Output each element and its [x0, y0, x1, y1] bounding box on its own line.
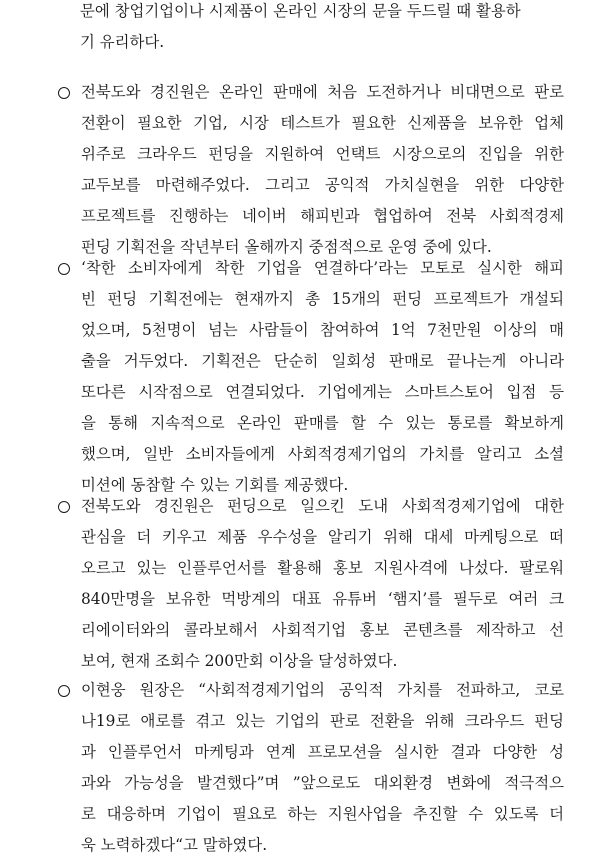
text-line: 840만명을 보유한 먹방계의 대표 유튜버 ‘햄지’를 필두로 여러 크	[81, 590, 564, 608]
continuation-text	[80, 0, 560, 58]
hollow-circle-bullet-icon	[58, 685, 70, 697]
paragraph	[58, 491, 564, 677]
text-line: 또다른 시작점으로 연결되었다. 기업에게는 스마트스토어 입점 등	[81, 383, 564, 401]
hollow-circle-bullet-icon	[58, 501, 70, 513]
text-line: 과와 가능성을 발견했다”며 ”앞으로도 대외환경 변화에 적극적으	[81, 774, 564, 792]
text-line: 리에이터와의 콜라보해서 사회적기업 홍보 콘텐츠를 제작하고 선	[81, 621, 564, 639]
paragraph	[58, 253, 564, 501]
text-line: 과 인플루언서 마케팅과 연계 프로모션을 실시한 결과 다양한 성	[81, 743, 564, 761]
text-line: 빈 펀딩 기획전에는 현재까지 총 15개의 펀딩 프로젝트가 개설되	[81, 290, 564, 308]
text-line: 관심을 더 키우고 제품 우수성을 알리기 위해 대세 마케팅으로 떠	[81, 528, 564, 546]
text-line: 보여, 현재 조회수 200만회 이상을 달성하였다.	[81, 652, 398, 670]
text-line: 전북도와 경진원은 온라인 판매에 처음 도전하거나 비대면으로 판로	[81, 83, 564, 101]
text-line: 프로젝트를 진행하는 네이버 해피빈과 협업하여 전북 사회적경제	[81, 207, 564, 225]
text-line: ‘착한 소비자에게 착한 기업을 연결하다’라는 모토로 실시한 해피	[81, 259, 564, 277]
text-line: 을 통해 지속적으로 온라인 판매를 할 수 있는 통로를 확보하게	[81, 414, 564, 432]
text-line: 이현웅 원장은 “사회적경제기업의 공익적 가치를 전파하고, 코로	[81, 681, 564, 699]
text-line: 었으며, 5천명이 넘는 사람들이 참여하여 1억 7천만원 이상의 매	[81, 321, 564, 339]
text-line: 출을 거두었다. 기획전은 단순히 일회성 판매로 끝나는게 아니라	[81, 352, 564, 370]
text-line: 전북도와 경진원은 펀딩으로 일으킨 도내 사회적경제기업에 대한	[81, 497, 564, 515]
text-line: 전환이 필요한 기업, 시장 테스트가 필요한 신제품을 보유한 업체	[81, 114, 564, 132]
text-line: 나19로 애로를 겪고 있는 기업의 판로 전환을 위해 크라우드 펀딩	[81, 712, 564, 730]
paragraph	[58, 675, 564, 861]
text-line: 오르고 있는 인플루언서를 활용해 홍보 지원사격에 나섰다. 팔로워	[81, 559, 564, 577]
hollow-circle-bullet-icon	[58, 87, 70, 99]
text-line: 했으며, 일반 소비자들에게 사회적경제기업의 가치를 알리고 소셜	[81, 445, 564, 463]
text-line: 교두보를 마련해주었다. 그리고 공익적 가치실현을 위한 다양한	[81, 176, 564, 194]
text-line: 로 대응하며 기업이 필요로 하는 지원사업을 추진할 수 있도록 더	[81, 805, 564, 823]
text-line: 욱 노력하겠다“고 말하였다.	[81, 836, 268, 854]
text-line: 기 유리하다.	[80, 33, 165, 51]
text-line: 미션에 동참할 수 있는 기회를 제공했다.	[81, 476, 349, 494]
text-line: 위주로 크라우드 펀딩을 지원하여 언택트 시장으로의 진입을 위한	[81, 145, 564, 163]
text-line: 문에 창업기업이나 시제품이 온라인 시장의 문을 두드릴 때 활용하	[80, 2, 521, 20]
paragraph	[58, 77, 564, 263]
hollow-circle-bullet-icon	[58, 263, 70, 275]
text-line: 펀딩 기획전을 작년부터 올해까지 중점적으로 운영 중에 있다.	[81, 238, 492, 256]
